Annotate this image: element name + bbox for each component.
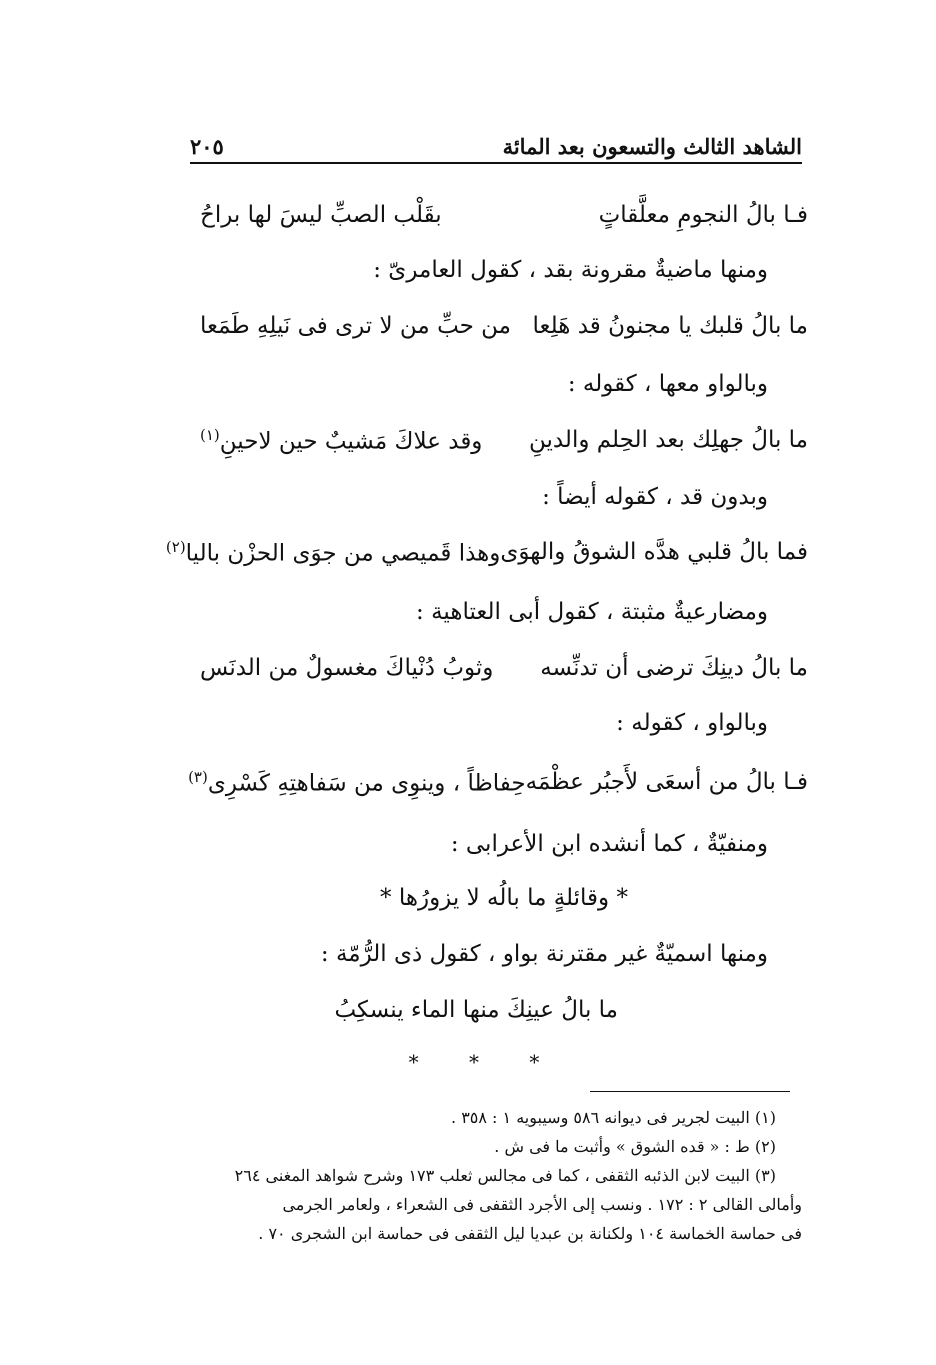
hemistich-line: * وقائلةٍ ما بالُه لا يزورُها * — [380, 885, 628, 911]
footnote-rule — [590, 1091, 790, 1092]
footnote-ref: (٣) — [188, 767, 208, 786]
page-header — [190, 128, 802, 164]
running-title: الشاهد الثالث والتسعون بعد المائة — [502, 133, 802, 159]
footnote-3-line-2: وأمالى القالى ٢ : ١٧٢ . ونسب إلى الأجرد الثقفى فى الشعراء ، ولعامر الجرمى — [282, 1195, 802, 1214]
verse-line — [200, 648, 808, 688]
prose-line: ومضارعيةٌ مثبتة ، كقول أبى العتاهية : — [416, 599, 768, 625]
footnote-3-line-1: (٣) البيت لابن الذئبه الثقفى ، كما فى مجالس ثعلب ١٧٣ وشرح شواهد المغنى ٢٦٤ — [234, 1166, 776, 1185]
verse-second-hemistich: من حبِّ من لا ترى فى نَيلِهِ طَمَعا — [200, 313, 512, 339]
footnote-2: (٢) ط : « قده الشوق » وأثبت ما فى ش . — [494, 1137, 776, 1156]
verse-first-hemistich: فـا بالُ النجومِ معلَّقاتٍ — [598, 202, 808, 228]
section-divider: * * * — [408, 1050, 562, 1074]
footnotes — [200, 1103, 802, 1248]
verse-second-hemistich — [188, 768, 526, 797]
verse-line — [188, 762, 808, 802]
verse-line — [200, 306, 808, 346]
prose-line: وبالواو معها ، كقوله : — [567, 371, 768, 397]
page-number: ٢٠٥ — [190, 133, 224, 159]
verse-text: وهذا قَميصي من جوَى الحزْن باليا — [185, 540, 501, 567]
verse-second-hemistich — [166, 538, 501, 567]
verse-second-hemistich: بقَلْب الصبِّ ليسَ لها براحُ — [200, 202, 442, 228]
verse-first-hemistich: ما بالُ قلبك يا مجنونُ قد هَلِعا — [532, 313, 808, 339]
footnote-3-line-3: فى حماسة الخماسة ١٠٤ ولكنانة بن عبديا ليل الثقفى فى حماسة ابن الشجرى ٧٠ . — [258, 1224, 802, 1243]
verse-text: حِفاظاً ، وينوِى من سَفاهتِهِ كَسْرِى — [207, 770, 526, 797]
verse-second-hemistich: وثوبُ دُنْياكَ مغسولٌ من الدنَس — [200, 655, 494, 681]
verse-line — [200, 195, 808, 235]
verse-first-hemistich: ما بالُ جهلِك بعد الحِلم والدينِ — [528, 427, 808, 453]
verse-second-hemistich — [200, 426, 482, 455]
verse-text: وقد علاكَ مَشيبٌ حين لاحينِ — [219, 428, 483, 455]
header-rule — [190, 162, 802, 164]
verse-line — [200, 420, 808, 460]
hemistich-line: ما بالُ عينِكَ منها الماء ينسكِبُ — [334, 997, 618, 1023]
footnote-1: (١) البيت لجرير فى ديوانه ٥٨٦ وسيبويه ١ : ٣٥٨ . — [451, 1108, 776, 1127]
verse-first-hemistich: ما بالُ دينِكَ ترضى أن تدنِّسه — [540, 655, 808, 681]
prose-line: وبالواو ، كقوله : — [616, 710, 768, 736]
verse-line — [165, 532, 808, 572]
verse-first-hemistich: فما بالُ قلبي هدَّه الشوقُ والهوَى — [500, 539, 808, 565]
footnote-ref: (٢) — [165, 537, 186, 556]
prose-line: ومنها ماضيةٌ مقرونة بقد ، كقول العامرىّ : — [373, 257, 768, 283]
footnote-ref: (١) — [200, 425, 220, 444]
verse-first-hemistich: فـا بالُ من أسعَى لأَجبُر عظْمَه — [525, 769, 808, 795]
prose-line: ومنفيّةٌ ، كما أنشده ابن الأعرابى : — [450, 831, 768, 857]
prose-line: ومنها اسميّةٌ غير مقترنة بواو ، كقول ذى الرُّمّة : — [320, 941, 768, 967]
prose-line: وبدون قد ، كقوله أيضاً : — [542, 484, 768, 510]
